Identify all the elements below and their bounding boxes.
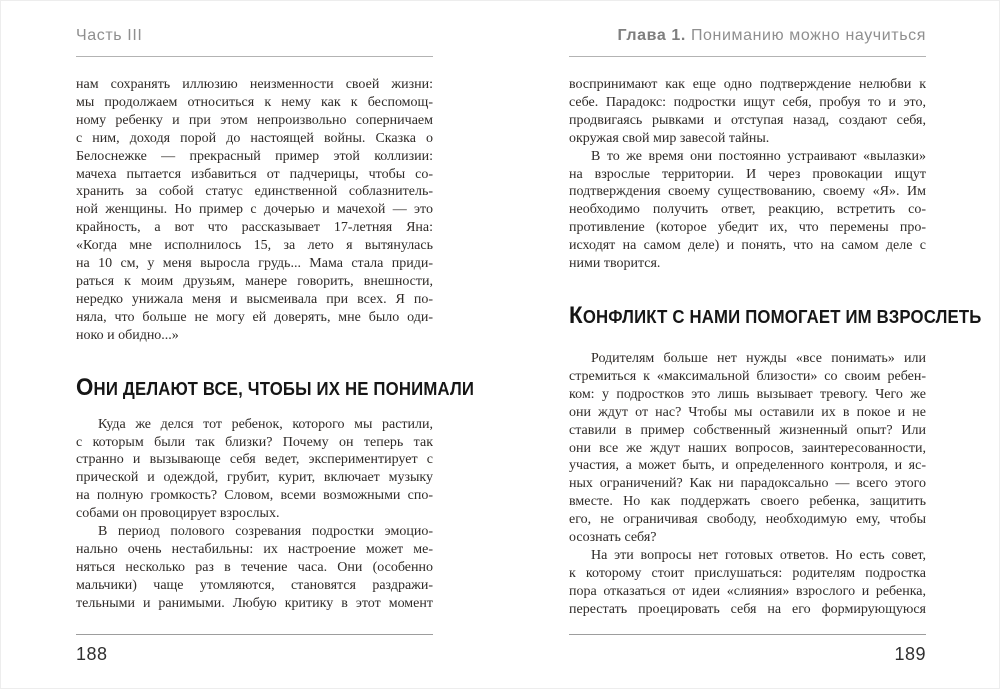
paragraph: нам сохранять иллюзию неизменности своей жизни: мы продолжаем относиться к нему как к беспомощ- ному ребенку и при этом непроизвольно соперничаем с ним, доходя порой до настоящей войны. Сказка о Белоснежке — прекрасный пример этой коллизии: мачеха пытается избавиться от падчерицы, чтобы со- хранить за собой статус единственной соблазнитель- ной женщины. Но пример с дочерью и мачехой — это крайность, а вот что рассказывает 17-летняя Яна: «Когда мне исполнилось 15, за лето я вытянулась на 10 см, у меня выросла грудь... Мама стала приди- раться к моим друзьям, манере говорить, внешности, нередко унижала меня и высмеивала при всех. Я по- няла, что больше не могу ей доверять, мне было оди- ноко и обидно...» [76,77,433,343]
section-heading: ОНИ ДЕЛАЮТ ВСЕ, ЧТОБЫ ИХ НЕ ПОНИМАЛИ [76,373,475,401]
chapter-title-label: Пониманию можно научиться [685,27,926,44]
paragraph: В период полового созревания подростки эмоцио- нально очень нестабильны: их настроение может ме- няться несколько раз в течение часа. Они (особенно мальчики) чаще утомляются, становятся раздражи- тельными и ранимыми. Любую критику в этот момент [76,524,433,611]
header-rule-left [76,56,433,57]
footer-rule-left [76,634,433,635]
paragraph: воспринимают как еще одно подтверждение нелюбви к себе. Парадокс: подростки ищут себя, пробуя то и это, продвигаясь рывками и отступая назад, создают себя, окружая свой мир завесой тайны. [569,77,926,146]
page-body-left [76,76,475,613]
page-body-right [569,76,982,619]
paragraph: На эти вопросы нет готовых ответов. Но есть совет, к которому стоит прислушаться: родителям подростка пора отказаться от идеи «слияния» взрослого и ребенка, перестать проецировать себя на его формирующуюся [569,547,926,617]
page-number-left: 188 [76,644,108,664]
paragraph: В то же время они постоянно устраивают «вылазки» на взрослые территории. И через провокации ищут подтверждения своему существованию, своему «Я». Им необходимо получить ответ, реакцию, встретить со- противление (которое убедит их, что перемены про- исходят на самом деле) и понять, что на самом деле с ними творится. [569,148,926,272]
page-right [569,1,982,689]
paragraph: Куда же делся тот ребенок, которого мы растили, с которым были так близки? Почему он теперь так странно и вызывающе себя ведет, экспериментирует с прической и одеждой, грубит, курит, включает музыку на полную громкость? Словом, всеми возможными спо- собами он провоцирует взрослых. [76,416,433,522]
running-head-part [76,27,433,45]
running-head-part-label: Часть III [76,27,143,44]
running-head-chapter [569,27,926,45]
paragraph: Родителям больше нет нужды «все понимать» или стремиться к «максимальной близости» со своим ребен- ком: у подростков это лишь вызывает тревогу. Чего же они ждут от нас? Чтобы мы оставили их в покое и не ставили в пример собственный жизненный опыт? Или они все же ждут наших вопросов, заинтересованности, участия, а может быть, и определенного контроля, и яс- ных ограничений? Как ни парадоксально — всего этого вместе. Но как поддержать своего ребенка, защитить его, не ограничивая свободу, необходимую ему, чтобы осознать себя? [569,350,926,546]
header-rule-right [569,56,926,57]
footer-rule-right [569,634,926,635]
section-heading: КОНФЛИКТ С НАМИ ПОМОГАЕТ ИМ ВЗРОСЛЕТЬ [569,301,982,329]
page-number-right: 189 [894,644,926,664]
page-left [76,1,475,689]
chapter-number-label: Глава 1. [617,27,686,44]
